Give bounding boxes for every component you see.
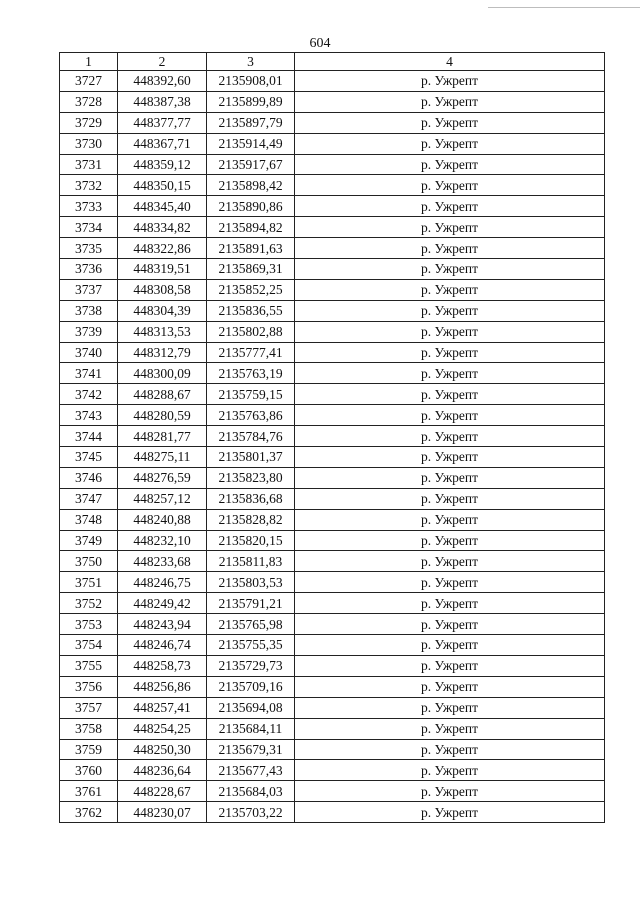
table-row — [60, 217, 605, 238]
point-number-cell: 3749 — [60, 530, 118, 551]
description-cell: р. Ужрепт — [295, 217, 605, 238]
description-cell: р. Ужрепт — [295, 91, 605, 112]
x-coordinate-cell: 448359,12 — [118, 154, 207, 175]
point-number-cell: 3755 — [60, 655, 118, 676]
point-number-cell: 3744 — [60, 426, 118, 447]
table-row — [60, 530, 605, 551]
y-coordinate-cell: 2135820,15 — [207, 530, 295, 551]
y-coordinate-cell: 2135828,82 — [207, 509, 295, 530]
y-coordinate-cell: 2135869,31 — [207, 259, 295, 280]
point-number-cell: 3750 — [60, 551, 118, 572]
y-coordinate-cell: 2135684,03 — [207, 781, 295, 802]
x-coordinate-cell: 448254,25 — [118, 718, 207, 739]
description-cell: р. Ужрепт — [295, 593, 605, 614]
y-coordinate-cell: 2135891,63 — [207, 238, 295, 259]
description-cell: р. Ужрепт — [295, 426, 605, 447]
column-header-1: 1 — [60, 53, 118, 71]
point-number-cell: 3747 — [60, 488, 118, 509]
table-row — [60, 405, 605, 426]
point-number-cell: 3748 — [60, 509, 118, 530]
x-coordinate-cell: 448280,59 — [118, 405, 207, 426]
x-coordinate-cell: 448387,38 — [118, 91, 207, 112]
point-number-cell: 3742 — [60, 384, 118, 405]
x-coordinate-cell: 448230,07 — [118, 802, 207, 823]
table-body — [60, 71, 605, 823]
y-coordinate-cell: 2135836,55 — [207, 300, 295, 321]
table-row — [60, 739, 605, 760]
point-number-cell: 3753 — [60, 614, 118, 635]
y-coordinate-cell: 2135729,73 — [207, 655, 295, 676]
table-row — [60, 426, 605, 447]
table-row — [60, 551, 605, 572]
x-coordinate-cell: 448334,82 — [118, 217, 207, 238]
point-number-cell: 3752 — [60, 593, 118, 614]
y-coordinate-cell: 2135823,80 — [207, 467, 295, 488]
description-cell: р. Ужрепт — [295, 530, 605, 551]
x-coordinate-cell: 448377,77 — [118, 112, 207, 133]
point-number-cell: 3754 — [60, 635, 118, 656]
table-row — [60, 802, 605, 823]
point-number-cell: 3743 — [60, 405, 118, 426]
description-cell: р. Ужрепт — [295, 509, 605, 530]
table-row — [60, 279, 605, 300]
page-number: 604 — [309, 36, 331, 51]
y-coordinate-cell: 2135803,53 — [207, 572, 295, 593]
y-coordinate-cell: 2135759,15 — [207, 384, 295, 405]
description-cell: р. Ужрепт — [295, 802, 605, 823]
coordinates-table — [59, 52, 605, 823]
table-row — [60, 112, 605, 133]
table-row — [60, 718, 605, 739]
x-coordinate-cell: 448243,94 — [118, 614, 207, 635]
y-coordinate-cell: 2135755,35 — [207, 635, 295, 656]
x-coordinate-cell: 448246,75 — [118, 572, 207, 593]
point-number-cell: 3735 — [60, 238, 118, 259]
description-cell: р. Ужрепт — [295, 259, 605, 280]
x-coordinate-cell: 448232,10 — [118, 530, 207, 551]
table-row — [60, 760, 605, 781]
point-number-cell: 3738 — [60, 300, 118, 321]
description-cell: р. Ужрепт — [295, 676, 605, 697]
description-cell: р. Ужрепт — [295, 175, 605, 196]
y-coordinate-cell: 2135777,41 — [207, 342, 295, 363]
description-cell: р. Ужрепт — [295, 739, 605, 760]
description-cell: р. Ужрепт — [295, 133, 605, 154]
y-coordinate-cell: 2135801,37 — [207, 447, 295, 468]
table-row — [60, 655, 605, 676]
y-coordinate-cell: 2135802,88 — [207, 321, 295, 342]
description-cell: р. Ужрепт — [295, 781, 605, 802]
description-cell: р. Ужрепт — [295, 718, 605, 739]
y-coordinate-cell: 2135914,49 — [207, 133, 295, 154]
y-coordinate-cell: 2135703,22 — [207, 802, 295, 823]
x-coordinate-cell: 448257,12 — [118, 488, 207, 509]
table-row — [60, 259, 605, 280]
point-number-cell: 3728 — [60, 91, 118, 112]
y-coordinate-cell: 2135763,19 — [207, 363, 295, 384]
description-cell: р. Ужрепт — [295, 405, 605, 426]
x-coordinate-cell: 448240,88 — [118, 509, 207, 530]
point-number-cell: 3758 — [60, 718, 118, 739]
description-cell: р. Ужрепт — [295, 697, 605, 718]
column-header-4: 4 — [295, 53, 605, 71]
table-row — [60, 593, 605, 614]
x-coordinate-cell: 448288,67 — [118, 384, 207, 405]
point-number-cell: 3740 — [60, 342, 118, 363]
point-number-cell: 3760 — [60, 760, 118, 781]
table-row — [60, 91, 605, 112]
table-row — [60, 467, 605, 488]
y-coordinate-cell: 2135694,08 — [207, 697, 295, 718]
y-coordinate-cell: 2135890,86 — [207, 196, 295, 217]
point-number-cell: 3757 — [60, 697, 118, 718]
x-coordinate-cell: 448350,15 — [118, 175, 207, 196]
description-cell: р. Ужрепт — [295, 279, 605, 300]
table-row — [60, 71, 605, 92]
table-row — [60, 488, 605, 509]
x-coordinate-cell: 448275,11 — [118, 447, 207, 468]
point-number-cell: 3741 — [60, 363, 118, 384]
point-number-cell: 3756 — [60, 676, 118, 697]
description-cell: р. Ужрепт — [295, 614, 605, 635]
table-row — [60, 196, 605, 217]
y-coordinate-cell: 2135684,11 — [207, 718, 295, 739]
table-header-row — [60, 53, 605, 71]
x-coordinate-cell: 448313,53 — [118, 321, 207, 342]
description-cell: р. Ужрепт — [295, 238, 605, 259]
description-cell: р. Ужрепт — [295, 321, 605, 342]
y-coordinate-cell: 2135709,16 — [207, 676, 295, 697]
table-row — [60, 509, 605, 530]
x-coordinate-cell: 448281,77 — [118, 426, 207, 447]
point-number-cell: 3761 — [60, 781, 118, 802]
table-row — [60, 363, 605, 384]
point-number-cell: 3733 — [60, 196, 118, 217]
point-number-cell: 3727 — [60, 71, 118, 92]
point-number-cell: 3737 — [60, 279, 118, 300]
description-cell: р. Ужрепт — [295, 71, 605, 92]
description-cell: р. Ужрепт — [295, 112, 605, 133]
point-number-cell: 3729 — [60, 112, 118, 133]
y-coordinate-cell: 2135852,25 — [207, 279, 295, 300]
table-row — [60, 154, 605, 175]
y-coordinate-cell: 2135765,98 — [207, 614, 295, 635]
y-coordinate-cell: 2135917,67 — [207, 154, 295, 175]
y-coordinate-cell: 2135811,83 — [207, 551, 295, 572]
description-cell: р. Ужрепт — [295, 363, 605, 384]
table-row — [60, 447, 605, 468]
column-header-3: 3 — [207, 53, 295, 71]
x-coordinate-cell: 448246,74 — [118, 635, 207, 656]
y-coordinate-cell: 2135679,31 — [207, 739, 295, 760]
y-coordinate-cell: 2135898,42 — [207, 175, 295, 196]
x-coordinate-cell: 448257,41 — [118, 697, 207, 718]
point-number-cell: 3736 — [60, 259, 118, 280]
top-rule — [488, 7, 640, 8]
x-coordinate-cell: 448300,09 — [118, 363, 207, 384]
point-number-cell: 3739 — [60, 321, 118, 342]
y-coordinate-cell: 2135897,79 — [207, 112, 295, 133]
y-coordinate-cell: 2135836,68 — [207, 488, 295, 509]
description-cell: р. Ужрепт — [295, 655, 605, 676]
description-cell: р. Ужрепт — [295, 760, 605, 781]
description-cell: р. Ужрепт — [295, 154, 605, 175]
table-row — [60, 614, 605, 635]
x-coordinate-cell: 448233,68 — [118, 551, 207, 572]
description-cell: р. Ужрепт — [295, 300, 605, 321]
table-row — [60, 175, 605, 196]
description-cell: р. Ужрепт — [295, 635, 605, 656]
table-row — [60, 300, 605, 321]
point-number-cell: 3730 — [60, 133, 118, 154]
table-row — [60, 635, 605, 656]
y-coordinate-cell: 2135677,43 — [207, 760, 295, 781]
column-header-2: 2 — [118, 53, 207, 71]
table-row — [60, 676, 605, 697]
x-coordinate-cell: 448276,59 — [118, 467, 207, 488]
point-number-cell: 3732 — [60, 175, 118, 196]
description-cell: р. Ужрепт — [295, 196, 605, 217]
description-cell: р. Ужрепт — [295, 384, 605, 405]
description-cell: р. Ужрепт — [295, 447, 605, 468]
point-number-cell: 3759 — [60, 739, 118, 760]
table-row — [60, 697, 605, 718]
x-coordinate-cell: 448304,39 — [118, 300, 207, 321]
point-number-cell: 3746 — [60, 467, 118, 488]
table-row — [60, 238, 605, 259]
description-cell: р. Ужрепт — [295, 572, 605, 593]
table-row — [60, 384, 605, 405]
x-coordinate-cell: 448308,58 — [118, 279, 207, 300]
x-coordinate-cell: 448392,60 — [118, 71, 207, 92]
point-number-cell: 3734 — [60, 217, 118, 238]
x-coordinate-cell: 448322,86 — [118, 238, 207, 259]
description-cell: р. Ужрепт — [295, 488, 605, 509]
point-number-cell: 3731 — [60, 154, 118, 175]
x-coordinate-cell: 448345,40 — [118, 196, 207, 217]
x-coordinate-cell: 448236,64 — [118, 760, 207, 781]
x-coordinate-cell: 448319,51 — [118, 259, 207, 280]
y-coordinate-cell: 2135899,89 — [207, 91, 295, 112]
y-coordinate-cell: 2135763,86 — [207, 405, 295, 426]
table-row — [60, 781, 605, 802]
point-number-cell: 3745 — [60, 447, 118, 468]
table-row — [60, 342, 605, 363]
point-number-cell: 3762 — [60, 802, 118, 823]
x-coordinate-cell: 448250,30 — [118, 739, 207, 760]
x-coordinate-cell: 448256,86 — [118, 676, 207, 697]
y-coordinate-cell: 2135894,82 — [207, 217, 295, 238]
table-row — [60, 133, 605, 154]
x-coordinate-cell: 448228,67 — [118, 781, 207, 802]
y-coordinate-cell: 2135791,21 — [207, 593, 295, 614]
table-row — [60, 321, 605, 342]
table-row — [60, 572, 605, 593]
y-coordinate-cell: 2135908,01 — [207, 71, 295, 92]
x-coordinate-cell: 448258,73 — [118, 655, 207, 676]
x-coordinate-cell: 448249,42 — [118, 593, 207, 614]
description-cell: р. Ужрепт — [295, 551, 605, 572]
x-coordinate-cell: 448367,71 — [118, 133, 207, 154]
y-coordinate-cell: 2135784,76 — [207, 426, 295, 447]
x-coordinate-cell: 448312,79 — [118, 342, 207, 363]
description-cell: р. Ужрепт — [295, 467, 605, 488]
point-number-cell: 3751 — [60, 572, 118, 593]
description-cell: р. Ужрепт — [295, 342, 605, 363]
